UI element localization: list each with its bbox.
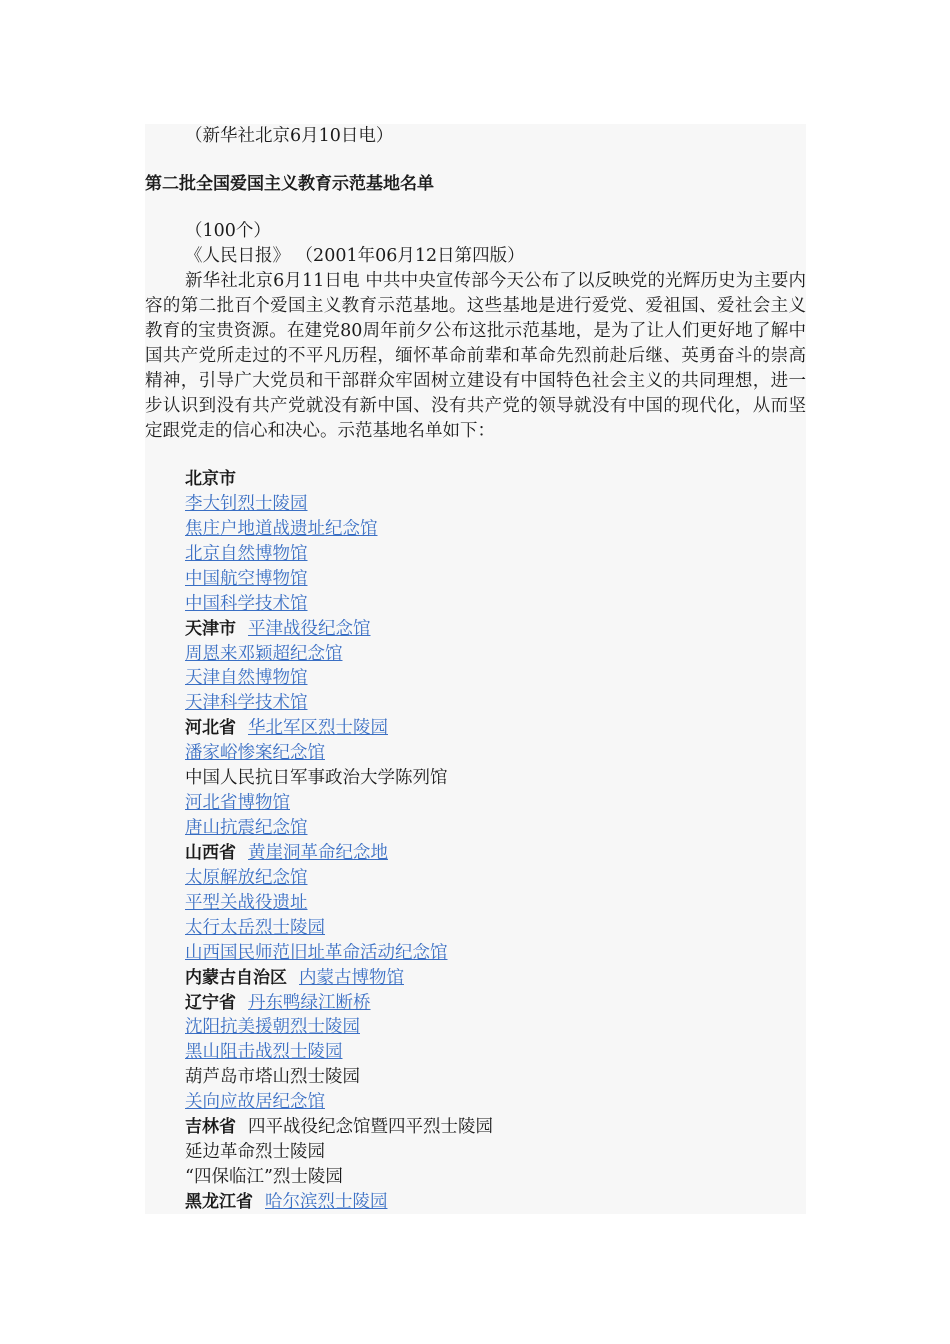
province-label: 内蒙古自治区 [185,967,287,988]
base-name: 延边革命烈士陵园 [185,1142,325,1163]
intro-paragraph: 新华社北京6月11日电 中共中央宣传部今天公布了以反映党的光辉历史为主要内容的第二批百个爱国主义教育示范基地。这些基地是进行爱党、爱祖国、爱社会主义教育的宝贵资源。在建党80周年前夕公布这批示范基地，是为了让人们更好地了解中国共产党所走过的不平凡历程，缅怀革命前辈和革命先烈前赴后继、英勇奋斗的崇高精神，引导广大党员和干部群众牢固树立建设有中国特色社会主义的共同理想，进一步认识到没有共产党就没有新中国、没有共产党的领导就没有中国的现代化，从而坚定跟党走的信心和决心。示范基地名单如下： [145,271,806,441]
base-link[interactable]: 关向应故居纪念馆 [185,1092,325,1113]
base-link[interactable]: 中国科学技术馆 [185,593,308,614]
base-link[interactable]: 天津自然博物馆 [185,668,308,689]
list-item [185,866,308,891]
article-body [145,124,806,1214]
base-link[interactable]: 黑山阻击战烈士陵园 [185,1042,343,1063]
dateline: （新华社北京6月10日电） [185,126,394,146]
base-link[interactable]: 哈尔滨烈士陵园 [265,1191,388,1212]
base-link[interactable]: 潘家峪惨案纪念馆 [185,743,325,764]
list-item [185,467,236,492]
list-item [185,766,448,791]
list-item [185,691,308,716]
base-link[interactable]: 黄崖洞革命纪念地 [248,842,388,863]
base-link[interactable]: 丹东鸭绿江断桥 [248,992,371,1013]
base-link[interactable]: 太行太岳烈士陵园 [185,917,325,938]
list-item [185,1165,343,1190]
base-link[interactable]: 周恩来邓颖超纪念馆 [185,643,343,664]
list-item [185,542,308,567]
list-item [185,716,388,741]
list-item [185,841,388,866]
list-item [185,517,378,542]
base-link[interactable]: 河北省博物馆 [185,793,290,814]
province-label: 黑龙江省 [185,1191,253,1212]
list-item [185,592,308,617]
base-name: 葫芦岛市塔山烈士陵园 [185,1067,360,1088]
base-link[interactable]: 中国航空博物馆 [185,568,308,589]
base-link[interactable]: 唐山抗震纪念馆 [185,818,308,839]
list-item [185,1040,343,1065]
list-item [185,916,325,941]
list-item [185,492,308,517]
base-link[interactable]: 天津科学技术馆 [185,693,308,714]
list-item [185,1140,325,1165]
base-link[interactable]: 太原解放纪念馆 [185,867,308,888]
list-item [185,791,290,816]
base-link[interactable]: 平津战役纪念馆 [248,618,371,639]
base-link[interactable]: 沈阳抗美援朝烈士陵园 [185,1017,360,1038]
list-item [185,567,308,592]
base-link[interactable]: 焦庄户地道战遗址纪念馆 [185,518,378,539]
list-item [185,1115,493,1140]
province-label: 山西省 [185,842,236,863]
list-item [185,617,371,642]
province-label: 河北省 [185,718,236,739]
list-item [185,1065,360,1090]
list-item [185,941,448,966]
base-link[interactable]: 内蒙古博物馆 [299,967,404,988]
list-item [185,642,343,667]
base-link[interactable]: 华北军区烈士陵园 [248,718,388,739]
article-title: 第二批全国爱国主义教育示范基地名单 [145,174,434,194]
province-label: 天津市 [185,618,236,639]
province-label: 北京市 [185,469,236,489]
base-count: （100个） [185,221,271,241]
list-item [185,1015,360,1040]
base-link[interactable]: 李大钊烈士陵园 [185,493,308,514]
source-line: 《人民日报》 （2001年06月12日第四版） [185,246,525,266]
list-item [185,991,371,1016]
list-item [185,966,404,991]
base-name: 四平战役纪念馆暨四平烈士陵园 [248,1117,493,1138]
list-item [185,1090,325,1115]
base-link[interactable]: 平型关战役遗址 [185,892,308,913]
list-item [185,1190,388,1215]
base-name: 中国人民抗日军事政治大学陈列馆 [185,768,448,789]
list-item [185,891,308,916]
base-link[interactable]: 山西国民师范旧址革命活动纪念馆 [185,942,448,963]
province-label: 辽宁省 [185,992,236,1013]
list-item [185,741,325,766]
list-item [185,666,308,691]
province-label: 吉林省 [185,1117,236,1138]
base-name: “四保临江”烈士陵园 [185,1167,343,1188]
base-link[interactable]: 北京自然博物馆 [185,543,308,564]
list-item [185,816,308,841]
